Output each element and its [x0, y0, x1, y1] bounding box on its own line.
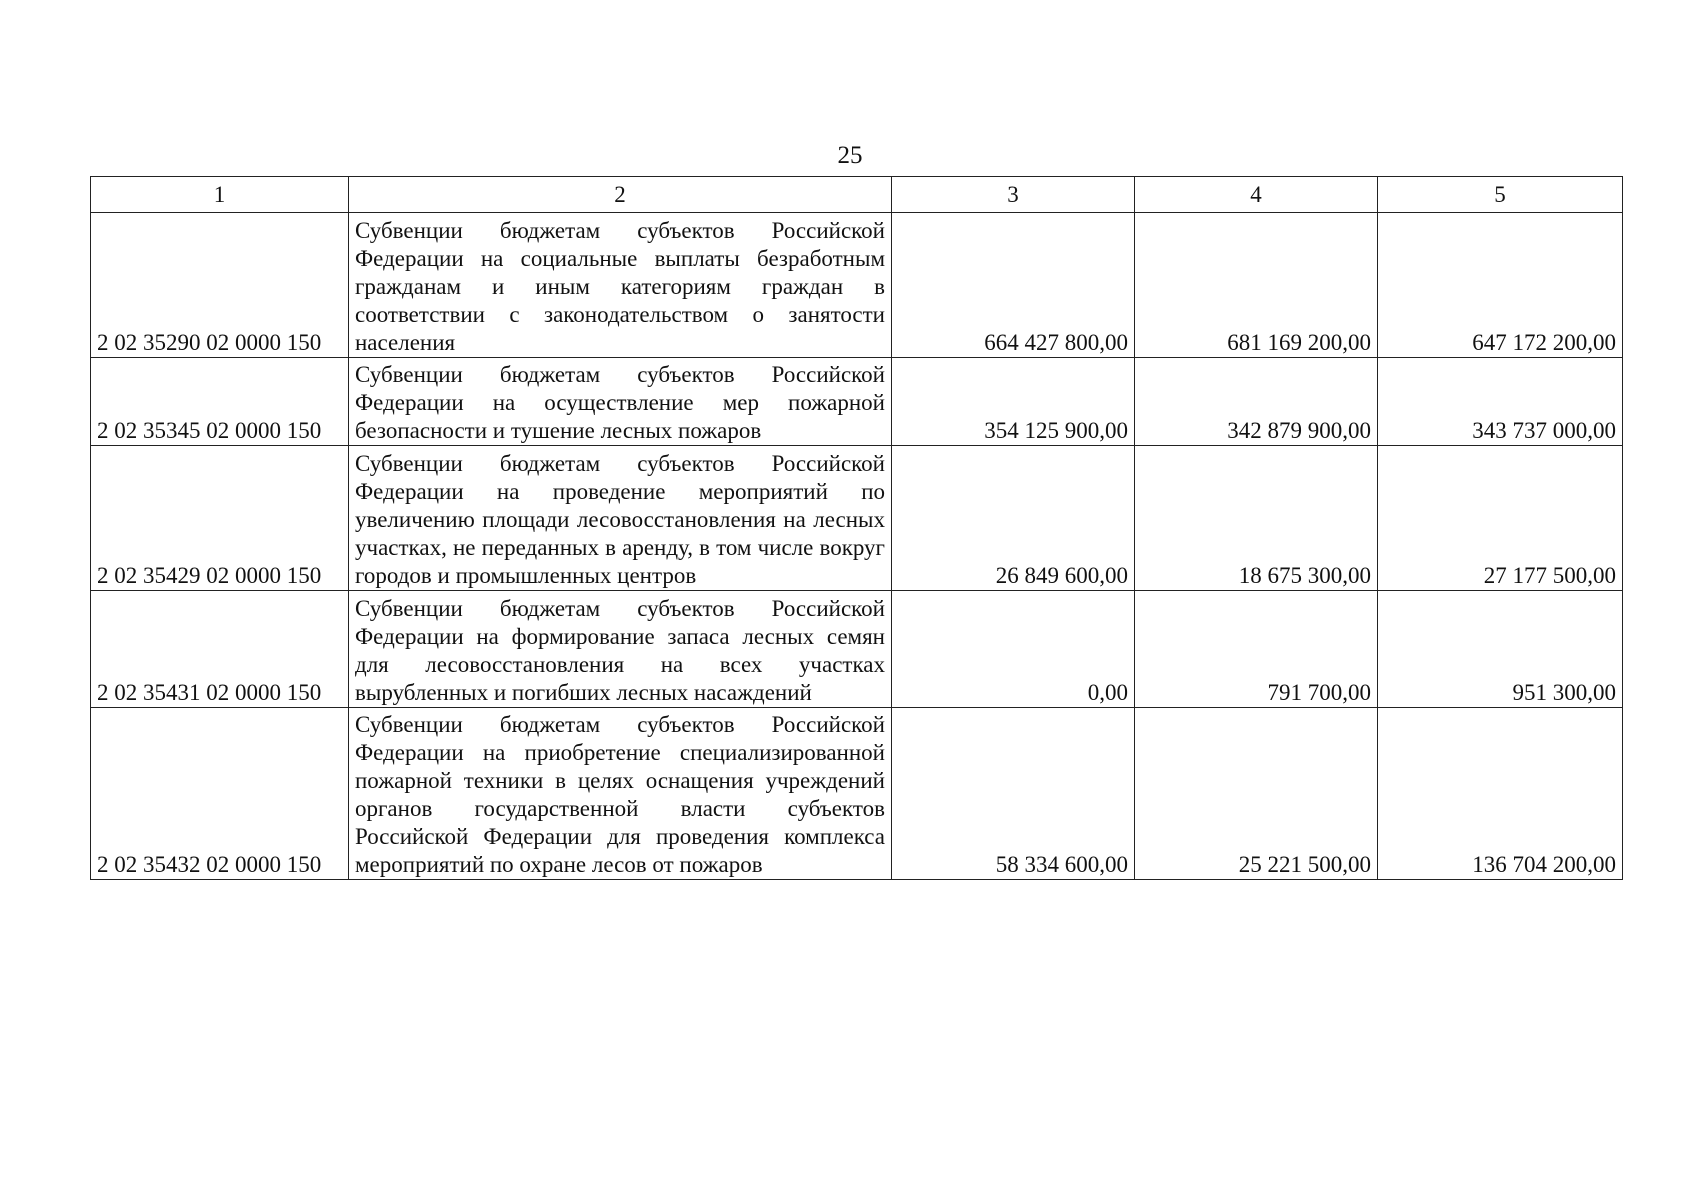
row-description: Субвенции бюджетам субъектов Российской Федерации на социальные выплаты безработным гражданам и иным категориям граждан в соответствии с законодательством о занятости населения	[349, 213, 892, 358]
amount-col3: 0,00	[892, 591, 1135, 708]
amount-col4: 25 221 500,00	[1135, 708, 1378, 880]
table-row	[91, 708, 1623, 880]
amount-col5: 343 737 000,00	[1378, 358, 1623, 446]
table-row	[91, 213, 1623, 358]
amount-col5: 27 177 500,00	[1378, 446, 1623, 591]
row-description: Субвенции бюджетам субъектов Российской Федерации на приобретение специализированной пожарной техники в целях оснащения учреждений органов государственной власти субъектов Российской Федерации для проведения комплекса мероприятий по охране лесов от пожаров	[349, 708, 892, 880]
amount-col4: 18 675 300,00	[1135, 446, 1378, 591]
amount-col3: 664 427 800,00	[892, 213, 1135, 358]
row-description: Субвенции бюджетам субъектов Российской Федерации на проведение мероприятий по увеличению площади лесовосстановления на лесных участках, не переданных в аренду, в том числе вокруг городов и промышленных центров	[349, 446, 892, 591]
page-number: 25	[837, 142, 863, 169]
budget-code: 2 02 35429 02 0000 150	[91, 446, 349, 591]
column-header-2: 2	[349, 177, 892, 213]
amount-col5: 647 172 200,00	[1378, 213, 1623, 358]
amount-col4: 791 700,00	[1135, 591, 1378, 708]
amount-col5: 951 300,00	[1378, 591, 1623, 708]
amount-col5: 136 704 200,00	[1378, 708, 1623, 880]
budget-code: 2 02 35290 02 0000 150	[91, 213, 349, 358]
amount-col3: 26 849 600,00	[892, 446, 1135, 591]
amount-col3: 354 125 900,00	[892, 358, 1135, 446]
column-header-5: 5	[1378, 177, 1623, 213]
table-row	[91, 358, 1623, 446]
budget-table	[90, 176, 1623, 880]
column-header-3: 3	[892, 177, 1135, 213]
budget-code: 2 02 35432 02 0000 150	[91, 708, 349, 880]
amount-col3: 58 334 600,00	[892, 708, 1135, 880]
row-description: Субвенции бюджетам субъектов Российской Федерации на формирование запаса лесных семян для лесовосстановления на всех участках вырубленных и погибших лесных насаждений	[349, 591, 892, 708]
amount-col4: 681 169 200,00	[1135, 213, 1378, 358]
row-description: Субвенции бюджетам субъектов Российской Федерации на осуществление мер пожарной безопасности и тушение лесных пожаров	[349, 358, 892, 446]
table-row	[91, 446, 1623, 591]
column-header-4: 4	[1135, 177, 1378, 213]
budget-code: 2 02 35431 02 0000 150	[91, 591, 349, 708]
table-row	[91, 591, 1623, 708]
table-header-row	[91, 177, 1623, 213]
column-header-1: 1	[91, 177, 349, 213]
budget-code: 2 02 35345 02 0000 150	[91, 358, 349, 446]
amount-col4: 342 879 900,00	[1135, 358, 1378, 446]
